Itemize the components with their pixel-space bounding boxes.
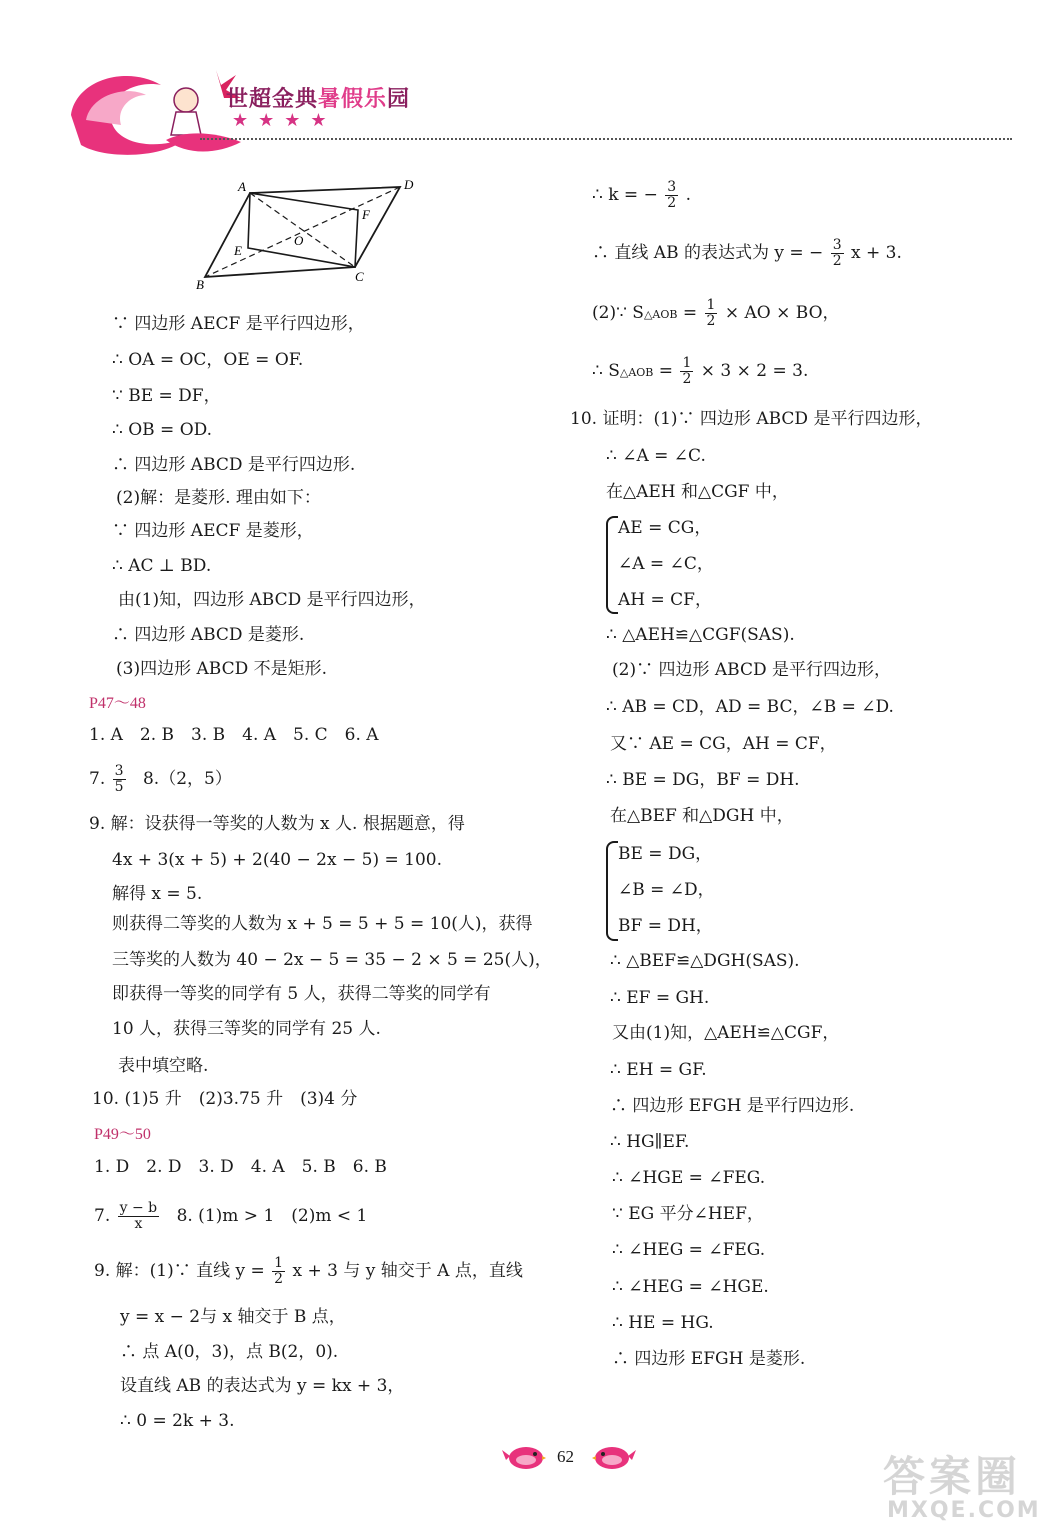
right-line-30: ∴ HE = HG. (612, 1313, 714, 1333)
right-line-10: AH = CF， (618, 590, 712, 610)
watermark-logo: 答案圈 MXQE.COM (883, 1452, 1041, 1523)
right-line-31: ∴ 四边形 EFGH 是菱形. (612, 1349, 806, 1369)
right-line-8: AE = CG， (618, 518, 712, 538)
right-line-17: BE = DG， (618, 844, 713, 864)
q9-line-5: 三等奖的人数为 40 − 2x − 5 = 35 − 2 × 5 = 25(人)， (112, 950, 552, 970)
left-line-5: ∴ 四边形 ABCD 是平行四边形. (112, 455, 356, 475)
right-line-5: 10. 证明：(1)∵ 四边形 ABCD 是平行四边形， (570, 409, 933, 429)
system-brace (606, 516, 618, 614)
page-number: 62 (557, 1447, 574, 1466)
figure-label-B: B (196, 277, 204, 292)
decorative-stars: ★★★★ (232, 110, 337, 131)
fraction: $\frac{3}{5}$ (114, 763, 124, 795)
right-line-6: ∴ ∠A = ∠C. (606, 446, 706, 466)
left-line-2: ∴ OA = OC，OE = OF. (112, 350, 304, 370)
left-line-11: (3)四边形 ABCD 不是矩形. (116, 659, 328, 679)
right-line-28: ∴ ∠HEG = ∠FEG. (612, 1240, 766, 1260)
figure-label-A: A (238, 179, 246, 194)
q9-line-3: 解得 x = 5. (112, 884, 203, 904)
answers-p47-1-6: 1. A 2. B 3. B 4. A 5. C 6. A (89, 725, 379, 745)
answers-p49-7-8: 7. $\frac{y - b}{x}$ 8. (1)m > 1 (2)m < 1 (94, 1200, 368, 1232)
system-brace (606, 841, 618, 941)
fraction: $\frac{1}{2}$ (706, 297, 716, 329)
p49-q9-line-5: ∴ 0 = 2k + 3. (120, 1411, 235, 1431)
parallelogram-figure (190, 175, 430, 295)
fraction: $\frac{y - b}{x}$ (119, 1200, 158, 1232)
fraction: $\frac{1}{2}$ (274, 1255, 284, 1287)
left-line-9: 由(1)知，四边形 ABCD 是平行四边形， (118, 590, 426, 610)
right-line-25: ∴ HG∥EF. (610, 1132, 690, 1152)
p49-q9-line-2: y = x − 2与 x 轴交于 B 点， (120, 1307, 346, 1327)
bird-icon (592, 1440, 636, 1472)
left-line-10: ∴ 四边形 ABCD 是菱形. (112, 625, 305, 645)
right-line-1: ∴ k = − $\frac{3}{2}$ . (592, 179, 691, 211)
right-line-9: ∠A = ∠C， (618, 554, 714, 574)
right-line-13: ∴ AB = CD，AD = BC，∠B = ∠D. (606, 697, 894, 717)
bird-icon (502, 1440, 546, 1472)
right-line-29: ∴ ∠HEG = ∠HGE. (612, 1277, 769, 1297)
left-line-3: ∵ BE = DF， (112, 386, 221, 406)
figure-label-D: D (404, 177, 414, 192)
right-line-26: ∴ ∠HGE = ∠FEG. (612, 1168, 766, 1188)
right-line-27: ∵ EG 平分∠HEF， (612, 1204, 764, 1224)
p49-q9-line-4: 设直线 AB 的表达式为 y = kx + 3， (120, 1376, 405, 1396)
figure-label-C: C (355, 269, 364, 284)
answers-p47-7-8: 7. $\frac{3}{5}$ 8.（2，5） (89, 763, 232, 795)
answers-p49-1-6: 1. D 2. D 3. D 4. A 5. B 6. B (94, 1157, 387, 1177)
fraction: $\frac{3}{2}$ (832, 237, 842, 269)
p49-q9-line-3: ∴ 点 A(0，3)，点 B(2，0). (120, 1342, 339, 1362)
q9-line-6: 即获得一等奖的同学有 5 人，获得二等奖的同学有 (112, 984, 491, 1004)
q9-line-2: 4x + 3(x + 5) + 2(40 − 2x − 5) = 100. (112, 850, 442, 870)
left-line-6: (2)解：是菱形. 理由如下： (116, 488, 321, 508)
section-heading-p49: P49～50 (94, 1126, 151, 1143)
right-line-24: ∴ 四边形 EFGH 是平行四边形. (610, 1096, 855, 1116)
right-line-12: (2)∵ 四边形 ABCD 是平行四边形， (612, 660, 892, 680)
right-line-15: ∴ BE = DG，BF = DH. (606, 770, 800, 790)
q9-line-7: 10 人，获得三等奖的同学有 25 人. (112, 1019, 381, 1039)
p49-q9-line-1: 9. 解：(1)∵ 直线 y = $\frac{1}{2}$ x + 3 与 y 轴交于 A 点，直线 (94, 1255, 523, 1287)
q9-line-1: 9. 解：设获得一等奖的人数为 x 人. 根据题意，得 (89, 814, 465, 834)
left-line-4: ∴ OB = OD. (112, 420, 213, 440)
right-line-3: (2)∵ S△AOB = $\frac{1}{2}$ × AO × BO， (592, 297, 840, 329)
right-line-16: 在△BEF 和△DGH 中， (610, 806, 794, 826)
section-heading-p47: P47～48 (89, 695, 146, 712)
right-line-22: 又由(1)知，△AEH≌△CGF， (612, 1023, 840, 1043)
right-line-23: ∴ EH = GF. (610, 1060, 707, 1080)
fraction: $\frac{3}{2}$ (667, 179, 677, 211)
q9-line-4: 则获得二等奖的人数为 x + 5 = 5 + 5 = 10(人)，获得 (112, 914, 533, 934)
fraction: $\frac{1}{2}$ (682, 355, 692, 387)
right-line-2: ∴ 直线 AB 的表达式为 y = − $\frac{3}{2}$ x + 3. (592, 237, 902, 269)
right-line-14: 又∵ AE = CG，AH = CF， (610, 734, 837, 754)
figure-label-E: E (234, 243, 242, 258)
right-line-21: ∴ EF = GH. (610, 988, 710, 1008)
brand-title: 世超金典暑假乐园 (226, 87, 411, 112)
right-line-4: ∴ S△AOB = $\frac{1}{2}$ × 3 × 2 = 3. (592, 355, 809, 387)
q10-answer: 10. (1)5 升 (2)3.75 升 (3)4 分 (92, 1089, 358, 1109)
right-line-7: 在△AEH 和△CGF 中， (606, 482, 789, 502)
q9-line-8: 表中填空略. (118, 1056, 209, 1076)
left-line-7: ∵ 四边形 AECF 是菱形， (112, 521, 314, 541)
figure-label-O: O (294, 233, 304, 248)
header-divider (200, 138, 1012, 140)
right-line-11: ∴ △AEH≌△CGF(SAS). (606, 625, 795, 645)
left-line-1: ∵ 四边形 AECF 是平行四边形， (112, 314, 365, 334)
left-line-8: ∴ AC ⊥ BD. (112, 556, 212, 576)
right-line-18: ∠B = ∠D， (618, 880, 715, 900)
right-line-20: ∴ △BEF≌△DGH(SAS). (610, 951, 800, 971)
figure-label-F: F (362, 207, 370, 222)
right-line-19: BF = DH， (618, 916, 713, 936)
